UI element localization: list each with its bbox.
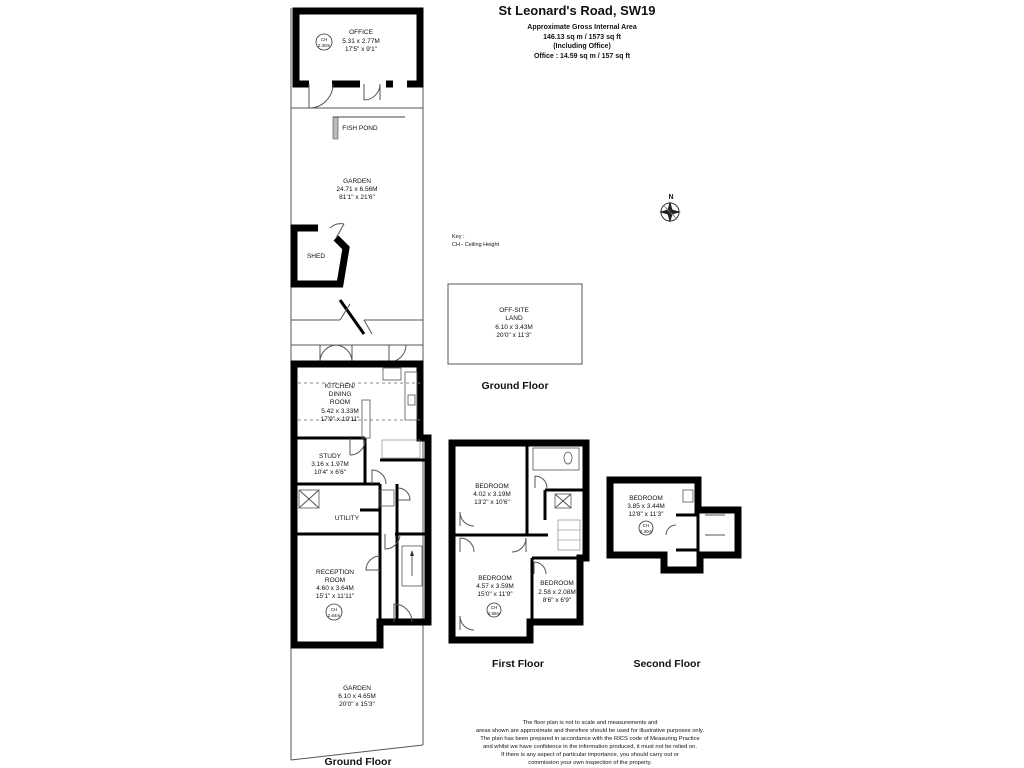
bedroom-1-metric: 4.02 x 3.19M	[473, 491, 511, 498]
key-title: Key :	[452, 234, 465, 240]
garden-front-name: GARDEN	[343, 685, 371, 692]
bedroom-1-imperial: 13'2" x 10'6"	[474, 499, 510, 506]
area-note: (Including Office)	[553, 43, 611, 50]
office-room	[291, 11, 423, 108]
bedroom-2-ch-value: 2.58m	[487, 611, 501, 616]
bedroom-3-name: BEDROOM	[540, 580, 574, 587]
offsite-name-2: LAND	[505, 315, 523, 322]
garden-back-metric: 24.71 x 6.56M	[336, 186, 378, 193]
compass-icon	[659, 194, 681, 223]
first-floor	[452, 443, 586, 640]
offsite-metric: 6.10 x 3.43M	[495, 324, 533, 331]
office-imperial: 17'5" x 9'1"	[344, 46, 378, 53]
reception-name-1: RECEPTION	[316, 569, 354, 576]
kitchen-name-2: DINING	[328, 391, 352, 398]
garden-back-name: GARDEN	[343, 178, 371, 185]
shed	[294, 224, 346, 284]
shed-name: SHED	[306, 253, 326, 260]
garden-back	[336, 178, 377, 201]
study-name: STUDY	[318, 453, 342, 460]
bedroom-4-name: BEDROOM	[629, 495, 663, 502]
first-floor-label: First Floor	[492, 658, 544, 670]
key-ceiling-height: CH - Ceiling Height	[452, 242, 500, 248]
area-value: 146.13 sq m / 1573 sq ft	[543, 34, 621, 41]
second-floor	[610, 480, 738, 570]
kitchen-metric: 5.42 x 3.33M	[321, 408, 359, 415]
ground-floor-house	[294, 364, 428, 645]
garden-front-metric: 6.10 x 4.65M	[338, 693, 376, 700]
office-ch-value: 2.30m	[317, 43, 331, 48]
bedroom-1-name: BEDROOM	[475, 483, 509, 490]
area-label: Approximate Gross Internal Area	[527, 24, 637, 31]
disclaimer-line-1: The floor plan is not to scale and measurements and	[522, 720, 658, 726]
kitchen-imperial: 17'9" x 10'11"	[320, 416, 360, 423]
office-ch-label: CH	[320, 37, 328, 42]
bedroom-4-metric: 3.85 x 3.44M	[627, 503, 665, 510]
utility-name: UTILITY	[334, 515, 360, 522]
disclaimer-line-6: commission your own inspection of the property.	[528, 760, 652, 766]
bedroom-3-imperial: 8'6" x 6'9"	[542, 597, 572, 604]
bedroom-4-imperial: 12'8" x 11'3"	[628, 511, 664, 518]
garden-front-imperial: 20'0" x 15'3"	[339, 701, 375, 708]
office-metric: 5.31 x 2.77M	[342, 38, 380, 45]
bedroom-4-ch-value: 2.30m	[639, 529, 653, 534]
bedroom-2-metric: 4.57 x 3.59M	[476, 583, 514, 590]
offsite-land	[448, 284, 582, 364]
plan-title: St Leonard's Road, SW19	[498, 3, 656, 18]
offsite-name-1: OFF-SITE	[499, 307, 529, 314]
fish-pond-name: FISH POND	[342, 125, 378, 132]
reception-ch-label: CH	[330, 607, 338, 612]
study-metric: 3.16 x 1.97M	[311, 461, 349, 468]
garden-front	[338, 685, 376, 708]
disclaimer-line-5: If there is any aspect of particular importance, you should carry out or	[501, 752, 679, 758]
bedroom-2-name: BEDROOM	[478, 575, 512, 582]
ground-floor-label-main: Ground Floor	[324, 756, 392, 768]
bedroom-2-imperial: 15'0" x 11'9"	[477, 591, 513, 598]
office-area: Office : 14.59 sq m / 157 sq ft	[533, 53, 631, 60]
fish-pond	[333, 117, 405, 139]
disclaimer	[476, 720, 704, 766]
kitchen-name-1: KITCHEN/	[324, 383, 356, 390]
reception-ch-value: 2.64m	[327, 613, 341, 618]
office-name: OFFICE	[349, 29, 373, 36]
ground-floor-label-offsite: Ground Floor	[481, 380, 549, 392]
reception-imperial: 15'1" x 11'11"	[315, 593, 355, 600]
bedroom-3-metric: 2.58 x 2.08M	[538, 589, 576, 596]
study-imperial: 10'4" x 6'6"	[313, 469, 347, 476]
disclaimer-line-3: The plan has been prepared in accordance with the RICS code of Measuring Practice	[480, 736, 700, 742]
reception-name-2: ROOM	[324, 577, 346, 584]
disclaimer-line-4: and whilst we have confidence in the information produced, it must not be relied on.	[483, 744, 697, 750]
garden-back-imperial: 81'1" x 21'6"	[339, 194, 375, 201]
offsite-imperial: 20'0" x 11'3"	[496, 332, 532, 339]
bedroom-2-ch-label: CH	[490, 605, 498, 610]
second-floor-label: Second Floor	[633, 658, 701, 670]
disclaimer-line-2: areas shown are approximate and therefore should be used for illustrative purposes only.	[475, 728, 705, 734]
kitchen-name-3: ROOM	[329, 399, 351, 406]
bedroom-4-ch-label: CH	[642, 523, 650, 528]
reception-metric: 4.60 x 3.64M	[316, 585, 354, 592]
compass-north-label: N	[668, 194, 674, 201]
